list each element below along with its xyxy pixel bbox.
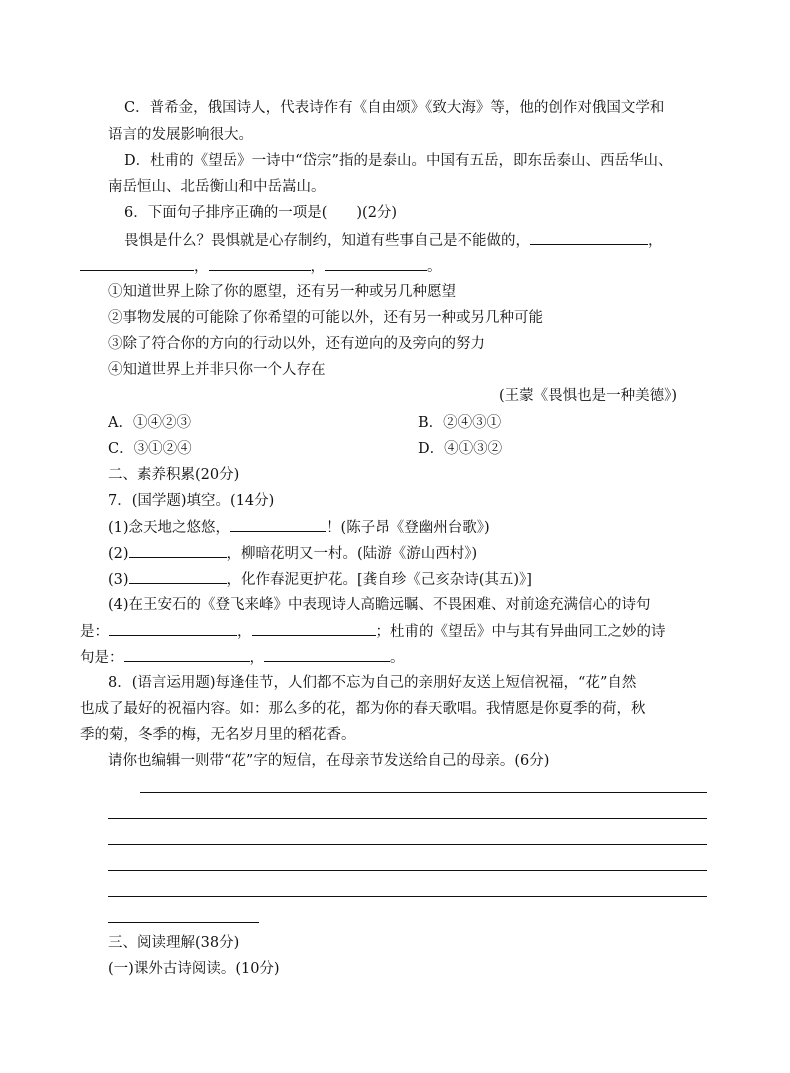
writing-line[interactable] — [140, 792, 707, 793]
q7-item-4-line2 — [80, 621, 666, 642]
section-3-heading: 三、阅读理解(38分) — [108, 935, 240, 951]
q6-comma: ， — [310, 259, 325, 275]
q6-comma: ， — [194, 259, 209, 275]
answer-blank[interactable] — [209, 256, 311, 271]
writing-line[interactable] — [108, 818, 707, 819]
answer-blank[interactable] — [325, 256, 427, 271]
writing-line[interactable] — [108, 896, 707, 897]
q8-prompt: 请你也编辑一则带“花”字的短信，在母亲节发送给自己的母亲。(6分) — [108, 753, 550, 769]
answer-blank[interactable] — [264, 647, 390, 662]
section-2-heading: 二、素养积累(20分) — [108, 467, 240, 483]
answer-blank[interactable] — [252, 621, 376, 636]
q7-comma: ， — [237, 624, 252, 640]
answer-blank[interactable] — [80, 256, 194, 271]
q7-item-4-post: ；杜甫的《望岳》中与其有异曲同工之妙的诗 — [375, 624, 666, 640]
q7-period: 。 — [390, 650, 405, 666]
answer-blank[interactable] — [129, 569, 227, 584]
q7-item-1-pre: (1)念天地之悠悠， — [108, 520, 231, 536]
q6-stem-line2 — [80, 256, 442, 277]
writing-line[interactable] — [108, 922, 259, 923]
q7-item-2 — [108, 543, 477, 564]
q7-item-4-pre: 是： — [80, 624, 109, 640]
q6-item-3: ③除了符合你的方向的行动以外，还有逆向的及旁向的努力 — [108, 336, 485, 352]
q6-period: 。 — [427, 259, 442, 275]
q7-item-4-line1: (4)在王安石的《登飞来峰》中表现诗人高瞻远瞩、不畏困难、对前途充满信心的诗句 — [108, 597, 651, 613]
q8-line3: 季的菊，冬季的梅，无名岁月里的稻花香。 — [80, 727, 356, 743]
q6-item-1: ①知道世界上除了你的愿望，还有另一种或另几种愿望 — [108, 284, 456, 300]
q7-item-4-line3 — [80, 647, 405, 668]
option-d-line1: D．杜甫的《望岳》一诗中“岱宗”指的是泰山。中国有五岳，即东岳泰山、西岳华山、 — [124, 153, 673, 169]
q6-option-c[interactable]: C．③①②④ — [108, 441, 192, 457]
answer-blank[interactable] — [530, 230, 648, 245]
q6-comma: ， — [648, 233, 663, 249]
q7-item-1-post: ！(陈子昂《登幽州台歌》) — [326, 520, 490, 536]
q6-option-b[interactable]: B．②④③① — [418, 415, 502, 431]
writing-line[interactable] — [108, 844, 707, 845]
q6-option-a[interactable]: A．①④②③ — [108, 415, 191, 431]
q6-stem-line1 — [124, 230, 663, 251]
q6-option-d[interactable]: D．④①③② — [418, 441, 503, 457]
q7-item-2-post: ，柳暗花明又一村。(陆游《游山西村》) — [226, 546, 478, 562]
q8-line1: 8．(语言运用题)每逢佳节，人们都不忘为自己的亲朋好友送上短信祝福，“花”自然 — [108, 675, 637, 691]
option-d-line2: 南岳恒山、北岳衡山和中岳嵩山。 — [108, 179, 326, 195]
option-c-line1: C．普希金，俄国诗人，代表诗作有《自由颂》《致大海》等，他的创作对俄国文学和 — [124, 100, 665, 116]
q6-title: 6．下面句子排序正确的一项是( )(2分) — [124, 205, 398, 221]
answer-blank[interactable] — [129, 543, 227, 558]
writing-line[interactable] — [108, 870, 707, 871]
q6-stem-text: 畏惧是什么？畏惧就是心存制约，知道有些事自己是不能做的， — [124, 233, 530, 249]
answer-blank[interactable] — [109, 621, 237, 636]
q8-line2: 也成了最好的祝福内容。如：那么多的花，都为你的春天歌唱。我情愿是你夏季的荷，秋 — [80, 701, 646, 717]
option-c-line2: 语言的发展影响很大。 — [108, 127, 253, 143]
q7-item-3-post: ，化作春泥更护花。[龚自珍《己亥杂诗(其五)》] — [226, 572, 532, 588]
q7-item-1 — [108, 517, 490, 538]
q7-item-2-pre: (2) — [108, 546, 129, 562]
q7-item-3-pre: (3) — [108, 572, 129, 588]
q6-item-4: ④知道世界上并非只你一个人存在 — [108, 362, 326, 378]
answer-blank[interactable] — [124, 647, 250, 662]
q7-title: 7．(国学题)填空。(14分) — [108, 493, 275, 509]
q7-item-3 — [108, 569, 532, 590]
q6-source: (王蒙《畏惧也是一种美德》) — [499, 388, 678, 404]
subsection-1-heading: (一)课外古诗阅读。(10分) — [108, 961, 280, 977]
q7-item-4-pre2: 句是： — [80, 650, 124, 666]
q6-item-2: ②事物发展的可能除了你希望的可能以外，还有另一种或另几种可能 — [108, 310, 543, 326]
q7-comma: ， — [249, 650, 264, 666]
answer-blank[interactable] — [230, 517, 326, 532]
